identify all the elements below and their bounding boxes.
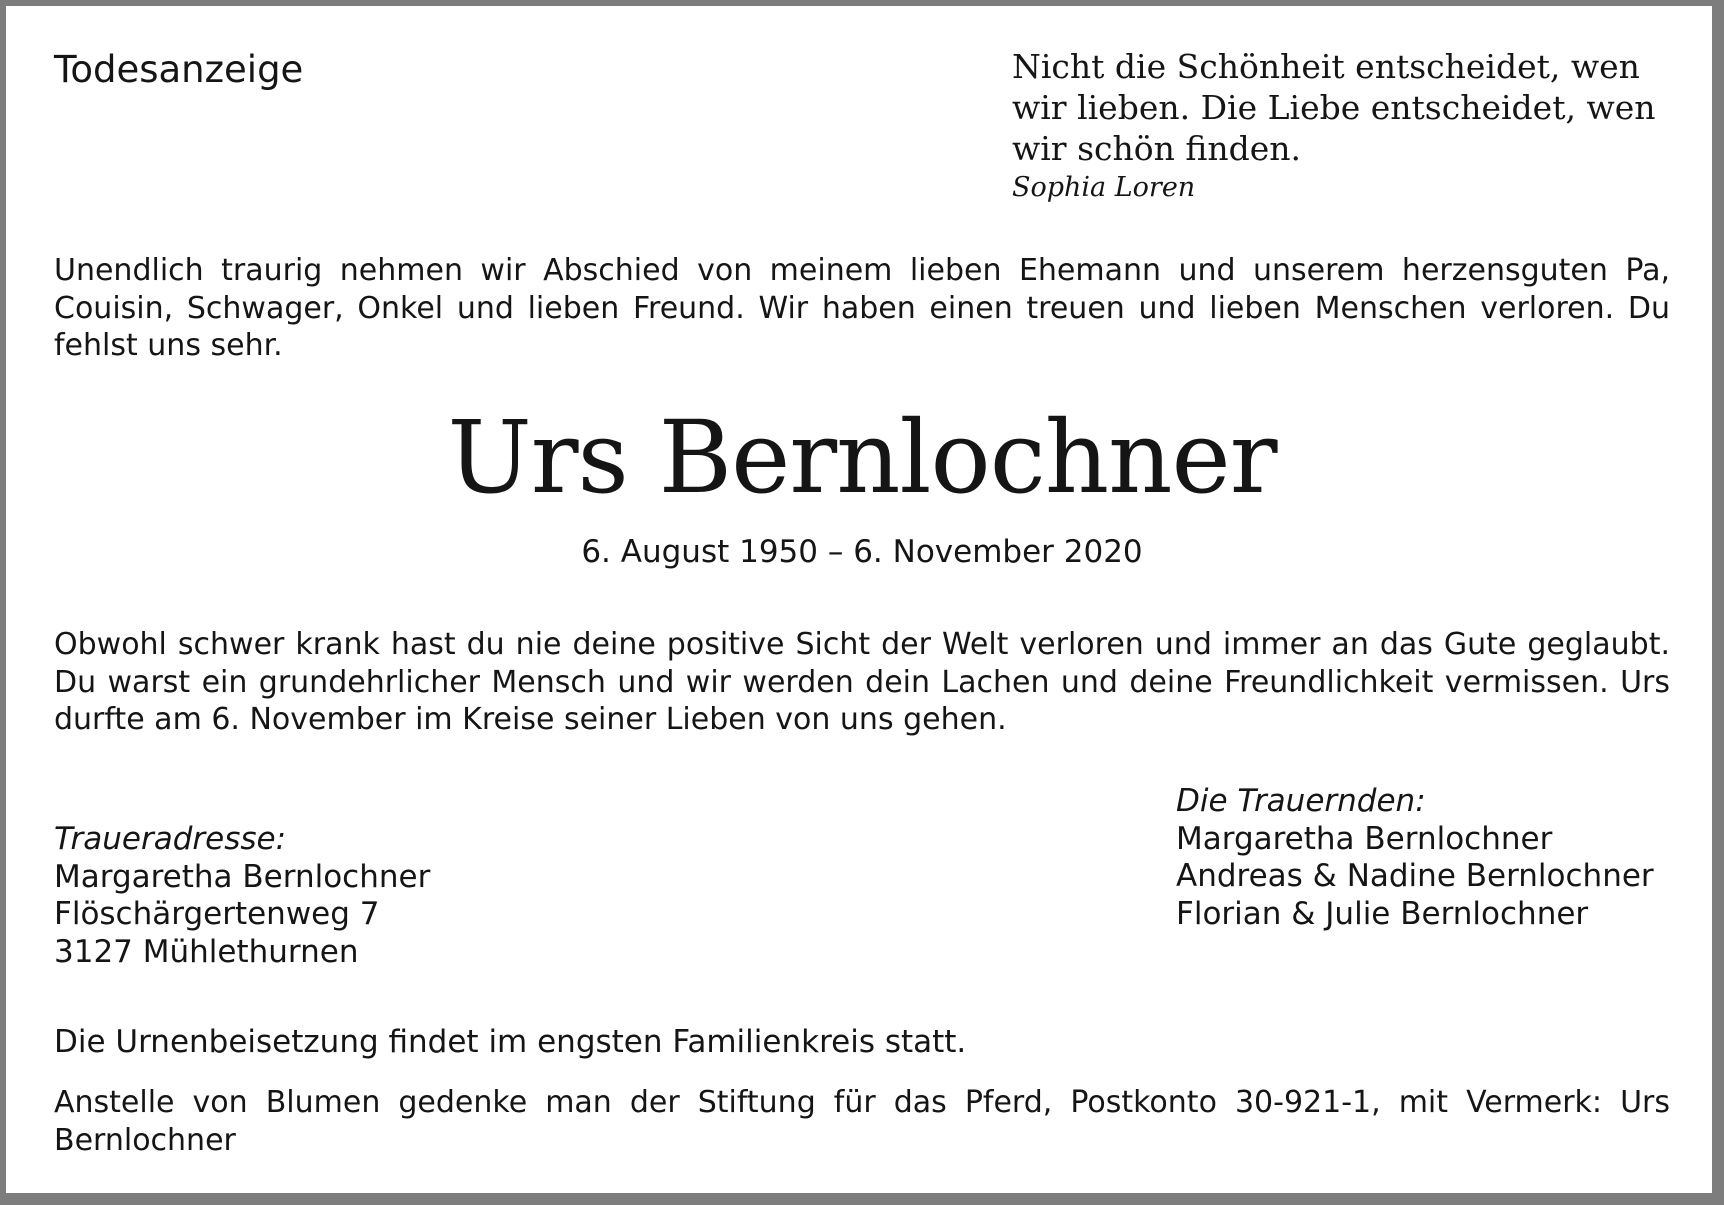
life-dates: 6. August 1950 – 6. November 2020 [581,534,1143,570]
notice-heading: Todesanzeige [54,48,304,91]
quote [1012,46,1692,169]
donation-note: Anstelle von Blumen gedenke man der Stiftung für das Pferd, Postkonto 30-921-1, mit Vermerk: Urs Bernlochner [54,1085,1670,1158]
quote-line: wir lieben. Die Liebe entscheidet, wen [1012,88,1656,127]
quote-line: Nicht die Schönheit entscheidet, wen [1012,47,1640,86]
mourning-address-city: 3127 Mühlethurnen [54,933,359,970]
quote-author: Sophia Loren [1012,172,1196,203]
mourning-address-name: Margaretha Bernlochner [54,858,431,895]
mourner-name: Andreas & Nadine Bernlochner [1176,858,1654,894]
mourners-list [1176,783,1654,933]
burial-note: Die Urnenbeisetzung findet im engsten Familienkreis statt. [54,1024,967,1060]
mourning-address-street: Flöschärgertenweg 7 [54,896,380,932]
tribute-paragraph: Obwohl schwer krank hast du nie deine positive Sicht der Welt verloren und immer an das Gute geglaubt. Du warst ein grundehrlicher Mensch und wir werden dein Lachen und deine Freundlichkeit vermissen. Urs durfte am 6. November im Kreise seiner Lieben von uns gehen. [54,627,1670,737]
quote-line: wir schön finden. [1012,129,1302,168]
mourning-address [54,821,430,971]
mourner-name: Florian & Julie Bernlochner [1176,895,1589,932]
mourners-label: Die Trauernden: [1176,783,1426,819]
deceased-name: Urs Bernlochner [447,399,1277,516]
mourning-address-label: Traueradresse: [54,821,287,857]
intro-paragraph: Unendlich traurig nehmen wir Abschied von meinem lieben Ehemann und unserem herzensguten Pa, Couisin, Schwager, Onkel und lieben Freund. Wir haben einen treuen und lieben Menschen verloren. Du fehlst uns sehr. [54,253,1670,363]
mourner-name: Margaretha Bernlochner [1176,820,1553,857]
